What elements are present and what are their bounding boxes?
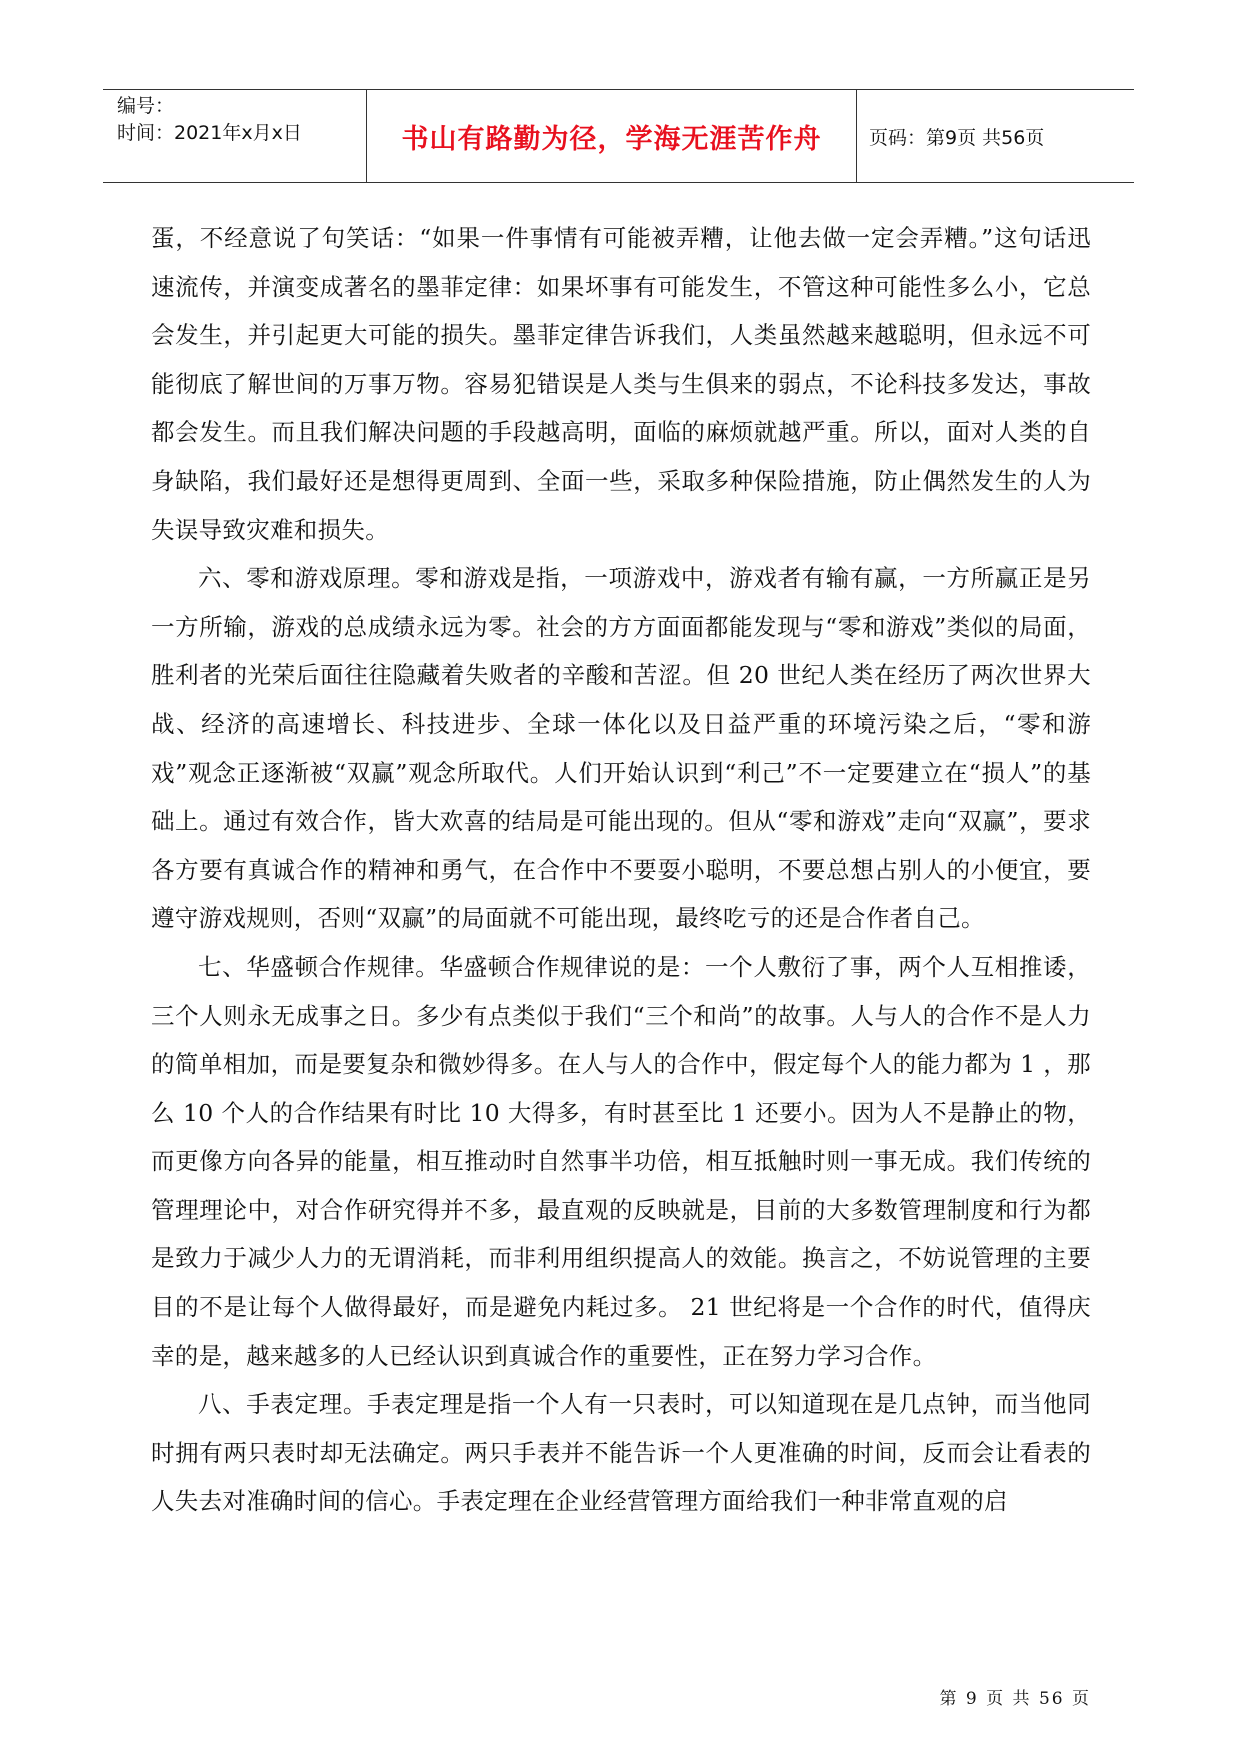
page-footer: 第 9 页 共 56 页 (939, 1689, 1091, 1709)
paragraph-washington-cooperation: 七、华盛顿合作规律。华盛顿合作规律说的是：一个人敷衍了事，两个人互相推诿，三个人则永无成事之日。多少有点类似于我们“三个和尚”的故事。人与人的合作不是人力的简单相加，而是要复杂和微妙得多。在人与人的合作中，假定每个人的能力都为 1 ，那么 10 个人的合作结果有时比 10 大得多，有时甚至比 1 还要小。因为人不是静止的物，而更像方向各异的能量，相互推动时自然事半功倍，相互抵触时则一事无成。我们传统的管理理论中，对合作研究得并不多，最直观的反映就是，目前的大多数管理制度和行为都是致力于减少人力的无谓消耗，而非利用组织提高人的效能。换言之，不妨说管理的主要目的不是让每个人做得最好，而是避免内耗过多。 21 世纪将是一个合作的时代，值得庆幸的是，越来越多的人已经认识到真诚合作的重要性，正在努力学习合作。 (151, 952, 1091, 1370)
page-header (103, 89, 1134, 183)
paragraph-watch-theorem: 八、手表定理。手表定理是指一个人有一只表时，可以知道现在是几点钟，而当他同时拥有两只表时却无法确定。两只手表并不能告诉一个人更准确的时间，反而会让看表的人失去对准确时间的信心。手表定理在企业经营管理方面给我们一种非常直观的启 (151, 1390, 1091, 1516)
document-body (151, 214, 1091, 1526)
header-page-info: 页码：第9页 共56页 (869, 126, 1045, 149)
number-label: 编号： (117, 95, 175, 117)
paragraph-zero-sum-game: 六、零和游戏原理。零和游戏是指，一项游戏中，游戏者有输有赢，一方所赢正是另一方所输，游戏的总成绩永远为零。社会的方方面面都能发现与“零和游戏”类似的局面，胜利者的光荣后面往往隐藏着失败者的辛酸和苦涩。但 20 世纪人类在经历了两次世界大战、经济的高速增长、科技进步、全球一体化以及日益严重的环境污染之后，“零和游戏”观念正逐渐被“双赢”观念所取代。人们开始认识到“利己”不一定要建立在“损人”的基础上。通过有效合作，皆大欢喜的结局是可能出现的。但从“零和游戏”走向“双赢”，要求各方要有真诚合作的精神和勇气，在合作中不要耍小聪明，不要总想占别人的小便宜，要遵守游戏规则，否则“双赢”的局面就不可能出现，最终吃亏的还是合作者自己。 (151, 564, 1091, 933)
time-label: 时间：2021年x月x日 (117, 122, 302, 144)
paragraph-murphy-continued: 蛋，不经意说了句笑话：“如果一件事情有可能被弄糟，让他去做一定会弄糟。”这句话迅速流传，并演变成著名的墨菲定律：如果坏事有可能发生，不管这种可能性多么小，它总会发生，并引起更大可能的损失。墨菲定律告诉我们，人类虽然越来越聪明，但永远不可能彻底了解世间的万事万物。容易犯错误是人类与生俱来的弱点，不论科技多发达，事故都会发生。而且我们解决问题的手段越高明，面临的麻烦就越严重。所以，面对人类的自身缺陷，我们最好还是想得更周到、全面一些，采取多种保险措施，防止偶然发生的人为失误导致灾难和损失。 (151, 224, 1091, 544)
header-motto: 书山有路勤为径，学海无涯苦作舟 (367, 90, 857, 182)
header-meta (103, 90, 367, 182)
